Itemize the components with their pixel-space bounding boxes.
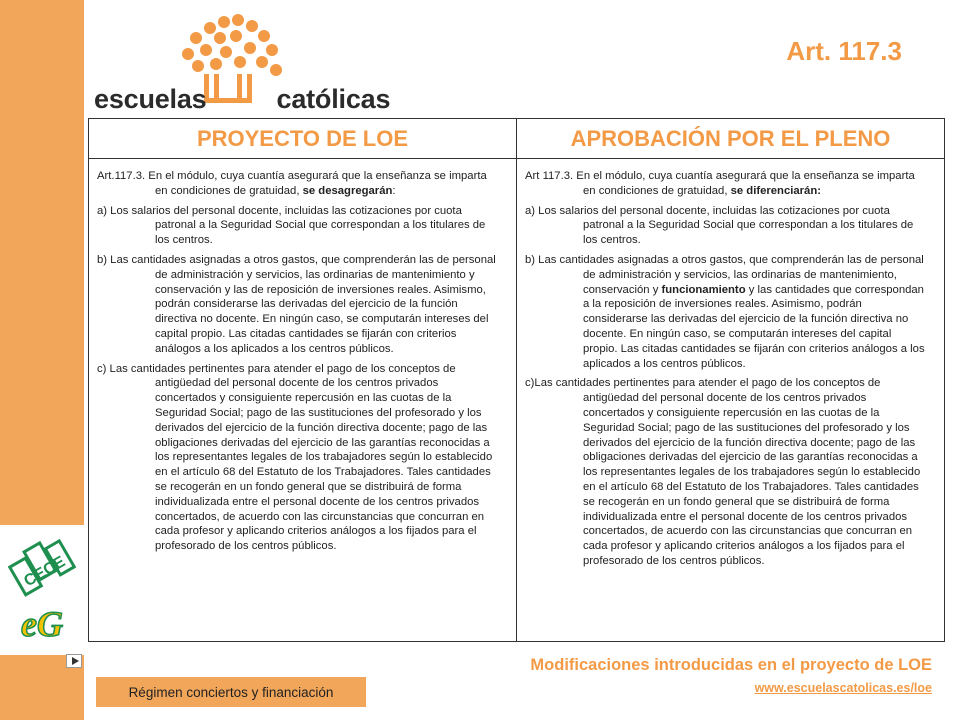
right-item-b-text-1: b) Las cantidades asignadas a otros gastos, que comprenderán las de personal de administración y servicios, las ordinarias de mantenimiento, conservación y: [525, 253, 924, 296]
right-item-a: a) Los salarios del personal docente, incluidas las cotizaciones por cuota patronal a la Seguridad Social que correspondan a los titulares de los centros.: [525, 204, 914, 247]
header-aprobacion: APROBACIÓN POR EL PLENO: [517, 119, 945, 159]
left-intro-bold: se desagregarán: [302, 184, 393, 197]
brand-name-left: escuelas: [94, 84, 207, 114]
left-item-a: a) Los salarios del personal docente, incluidas las cotizaciones por cuota patronal a la Seguridad Social que correspondan a los titulares de los centros.: [97, 204, 486, 247]
left-intro: [97, 169, 500, 199]
footer-link[interactable]: www.escuelascatolicas.es/loe: [754, 681, 932, 695]
footer-title: Modificaciones introducidas en el proyecto de LOE: [530, 656, 932, 674]
svg-text:CECE: CECE: [21, 553, 69, 591]
left-column: [89, 159, 517, 642]
right-item-b-text-2: y las cantidades que correspondan a la reposición de inversiones reales. Asimismo, podrán considerarse las derivadas del ejercicio de la función directiva no docente. En ningún caso, se computarán intereses del capital propio. Las citadas cantidades se fijarán con criterios análogos a los aplicados a los centros públicos.: [583, 283, 925, 370]
left-intro-colon: :: [392, 184, 396, 197]
header-proyecto: PROYECTO DE LOE: [89, 119, 517, 159]
right-column: [517, 159, 945, 642]
comparison-table: [88, 118, 945, 642]
right-item-b-bold: funcionamiento: [661, 283, 746, 296]
svg-text:eG: eG: [21, 604, 63, 644]
right-item-b: [525, 253, 928, 371]
right-intro: [525, 169, 928, 199]
cece-logo: [8, 537, 76, 597]
right-item-c: c)Las cantidades pertinentes para atender el pago de los conceptos de antigüedad del personal docente de los centros privados concertados y consiguiente repercusión en las cuotas de la Seguridad Social; pago de las sustituciones del profesorado y los derivados del ejercicio de la función directiva docente; pago de las obligaciones derivadas del ejercicio de las garantías reconocidas a los representantes legales de los trabajadores según lo establecido en el artículo 68 del Estatuto de los Trabajadores. Tales cantidades se recogerán en un fondo general que se distribuirá de forma individualizada entre el personal docente de los centros privados concertados, de acuerdo con las circunstancias que concurran en cada profesor y aplicando criterios análogos a los fijados para el profesorado de los centros públicos.: [525, 377, 921, 567]
section-tag: Régimen conciertos y financiación: [96, 677, 366, 707]
right-intro-bold: se diferenciarán:: [730, 184, 822, 197]
brand-name: [94, 84, 390, 115]
brand-name-right: católicas: [276, 84, 391, 114]
right-intro-text: Art 117.3. En el módulo, cuya cuantía asegurará que la enseñanza se imparta en condiciones de gratuidad,: [525, 170, 915, 197]
left-item-b: b) Las cantidades asignadas a otros gastos, que comprenderán las de personal de administración y servicios, las ordinarias de mantenimiento y conservación y las de reposición de inversiones reales. Asimismo, podrán considerarse las derivadas del ejercicio de la función directiva no docente. En ningún caso, se computarán intereses del capital propio. Las citadas cantidades se fijarán con criterios análogos a los aplicados a los centros públicos.: [97, 253, 496, 355]
play-button[interactable]: [66, 654, 82, 668]
left-intro-text: Art.117.3. En el módulo, cuya cuantía asegurará que la enseñanza se imparta en condiciones de gratuidad,: [97, 170, 487, 197]
article-label: Art. 117.3: [786, 36, 902, 66]
eg-logo: [8, 600, 76, 646]
left-item-c: c) Las cantidades pertinentes para atender el pago de los conceptos de antigüedad del personal docente de los centros privados concertados y consiguiente repercusión en las cuotas de la Seguridad Social; pago de las sustituciones del profesorado y los derivados del ejercicio de la función directiva docente; pago de las obligaciones derivadas del ejercicio de las garantías reconocidas a los representantes legales de los trabajadores según lo establecido en el artículo 68 del Estatuto de los Trabajadores. Tales cantidades se recogerán en un fondo general que se distribuirá de forma individualizada entre el personal docente de los centros privados concertados, de acuerdo con las circunstancias que concurran en cada profesor y aplicando criterios análogos a los fijados para el profesorado de los centros públicos.: [97, 362, 493, 553]
